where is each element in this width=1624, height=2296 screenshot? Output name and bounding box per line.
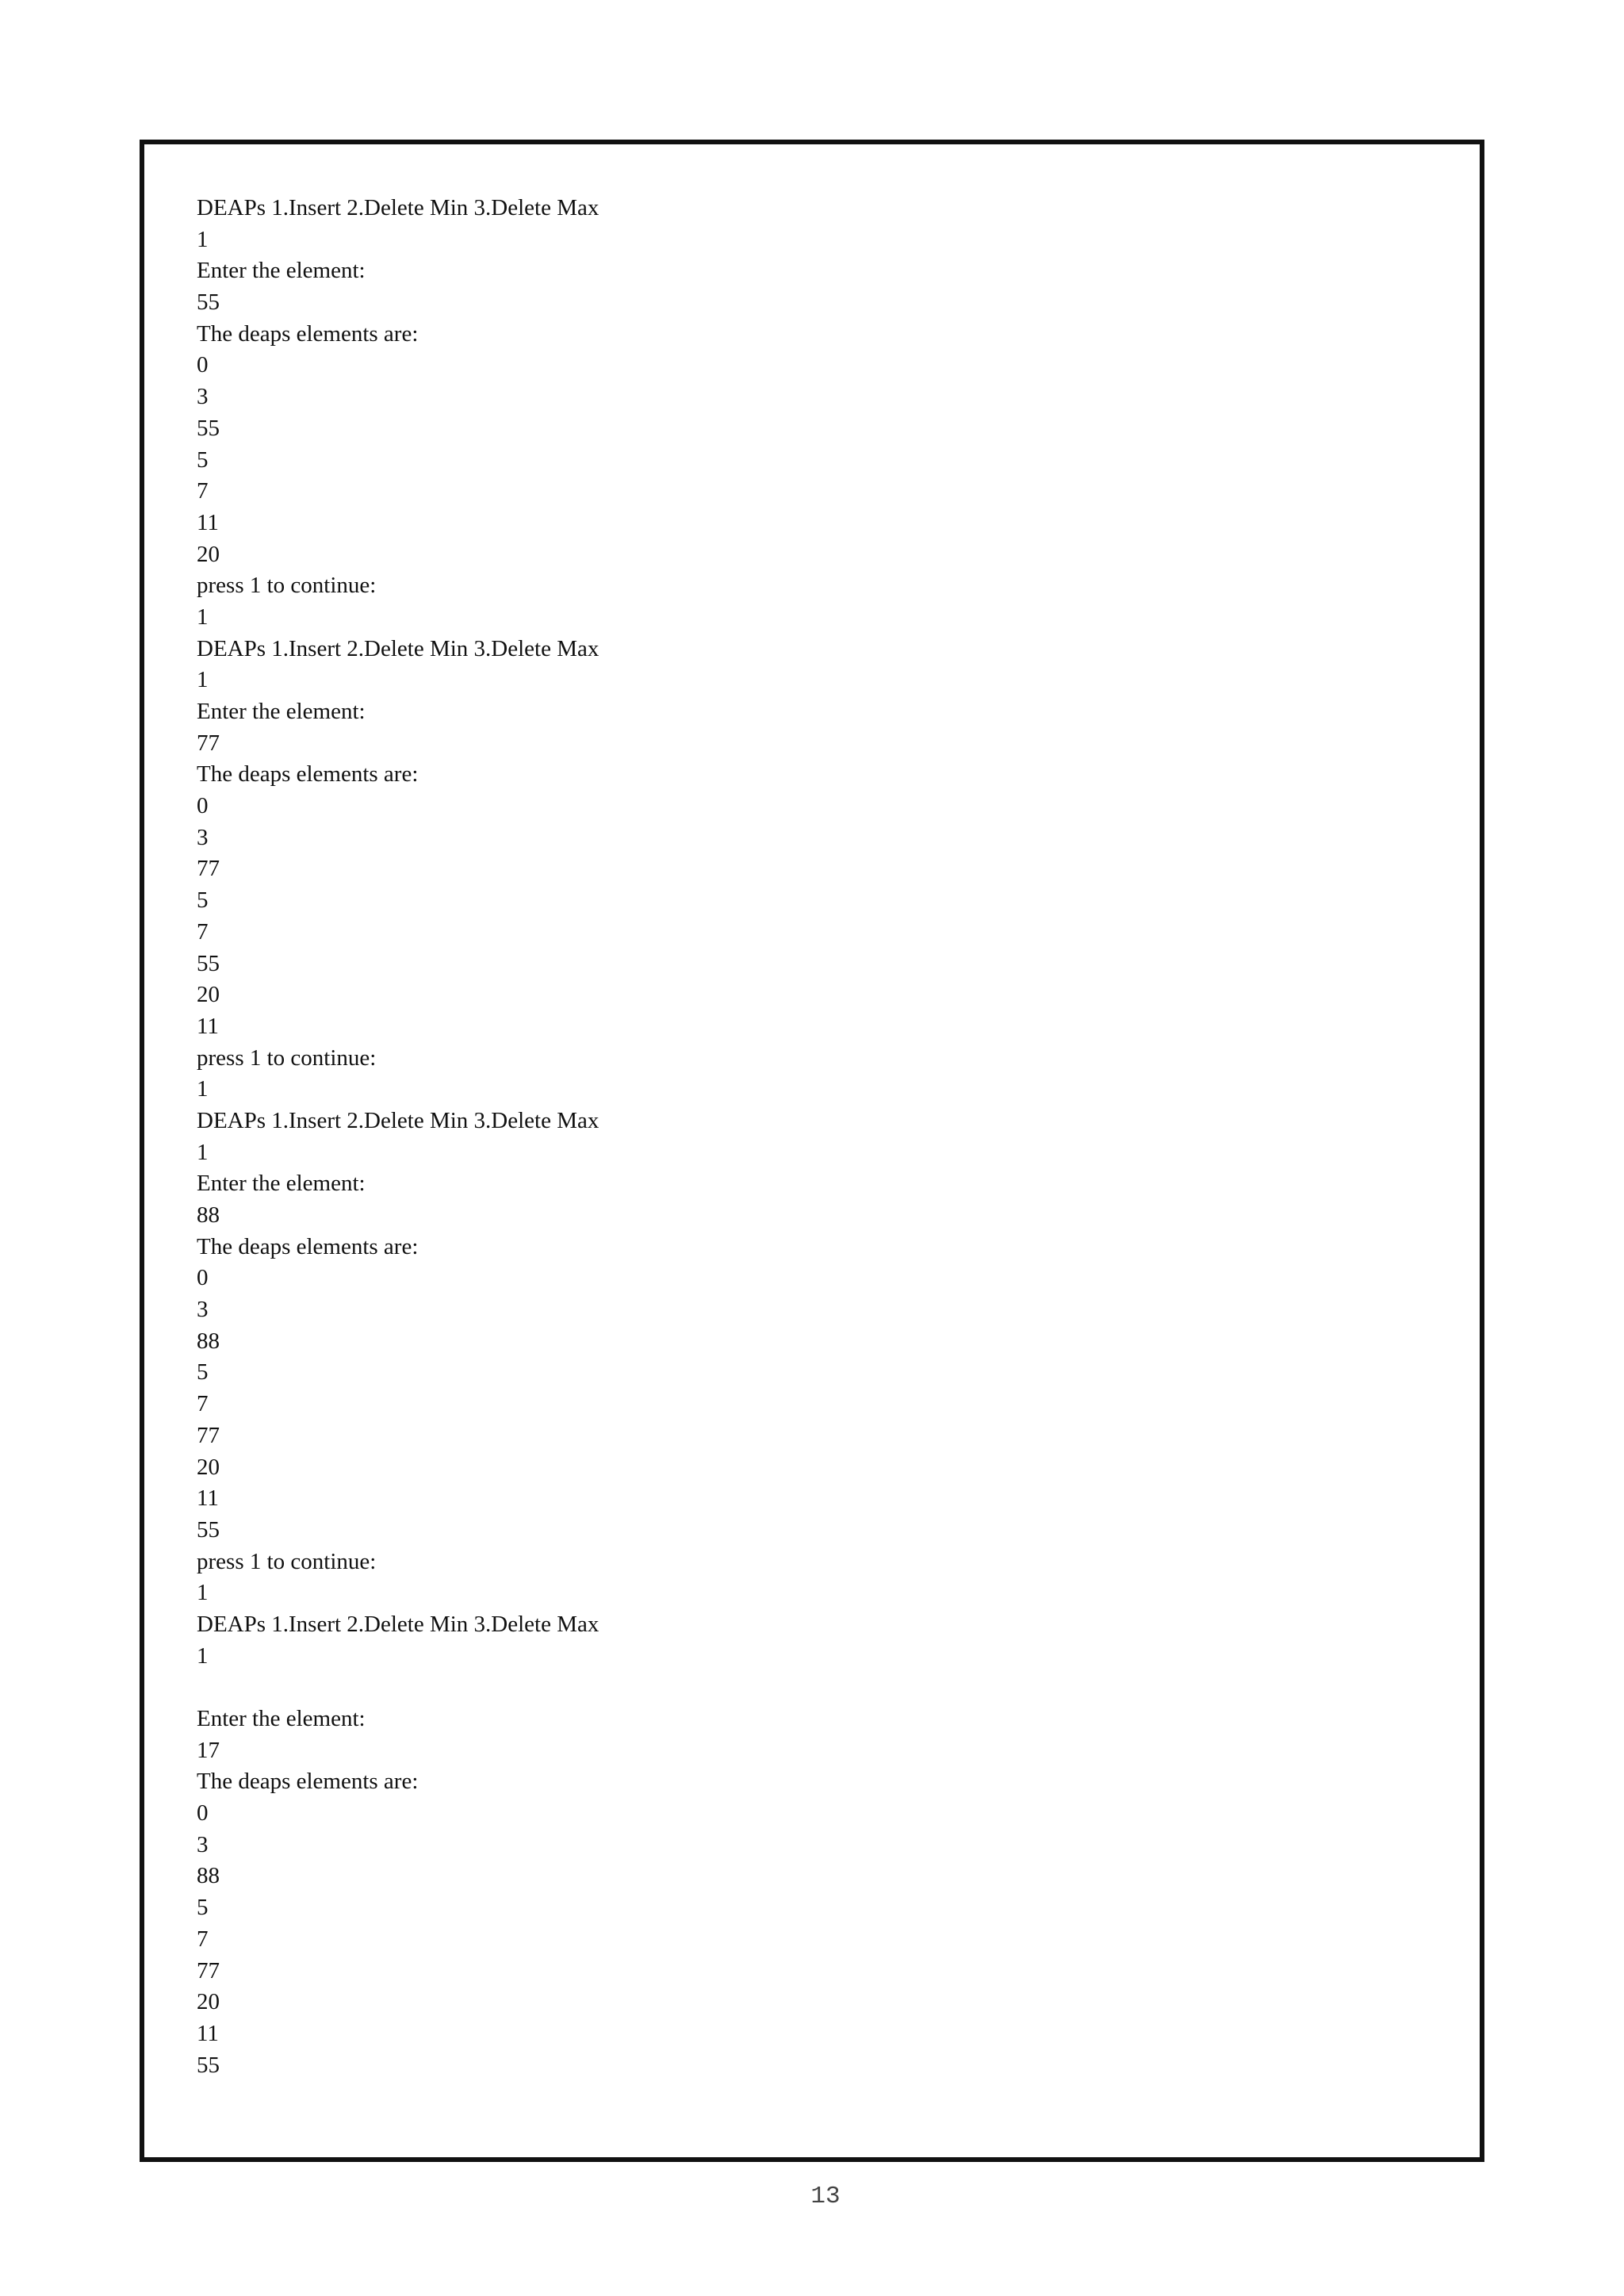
output-line: DEAPs 1.Insert 2.Delete Min 3.Delete Max — [197, 1611, 599, 1637]
output-line: 5 — [197, 1359, 209, 1386]
output-line: Enter the element: — [197, 699, 366, 724]
output-line: The deaps elements are: — [197, 320, 419, 347]
output-line: press 1 to continue: — [197, 1548, 377, 1574]
output-line: 11 — [197, 509, 219, 535]
output-line: press 1 to continue: — [197, 1045, 377, 1071]
output-line: The deaps elements are: — [197, 1233, 419, 1259]
output-line: 0 — [197, 1265, 209, 1291]
output-line: press 1 to continue: — [197, 573, 377, 599]
output-line: DEAPs 1.Insert 2.Delete Min 3.Delete Max — [197, 1107, 599, 1133]
output-line: 55 — [197, 2052, 220, 2078]
output-line: 3 — [197, 1831, 209, 1857]
output-line: 0 — [197, 1800, 209, 1826]
output-line: 7 — [197, 478, 209, 504]
output-line: The deaps elements are: — [197, 761, 419, 788]
output-line: Enter the element: — [197, 1171, 366, 1197]
output-line: DEAPs 1.Insert 2.Delete Min 3.Delete Max — [197, 635, 599, 661]
output-line: 1 — [197, 1642, 209, 1669]
blank-line — [197, 1672, 599, 1704]
program-output — [197, 193, 599, 2081]
output-line: 55 — [197, 1516, 220, 1543]
output-line: 11 — [197, 2020, 219, 2046]
output-line: 20 — [197, 541, 220, 567]
output-line: 88 — [197, 1328, 220, 1354]
output-line: 77 — [197, 1957, 220, 1984]
output-line: 88 — [197, 1863, 220, 1889]
output-line: 1 — [197, 226, 209, 252]
output-line: 3 — [197, 384, 209, 410]
output-line: The deaps elements are: — [197, 1769, 419, 1795]
output-line: 3 — [197, 824, 209, 850]
output-line: 55 — [197, 950, 220, 976]
output-line: 55 — [197, 289, 220, 316]
output-line: 77 — [197, 856, 220, 882]
output-line: 1 — [197, 1580, 209, 1606]
output-line: 11 — [197, 1013, 219, 1039]
output-line: 5 — [197, 1895, 209, 1921]
output-line: 20 — [197, 1454, 220, 1480]
output-line: 55 — [197, 415, 220, 441]
output-line: 1 — [197, 604, 209, 630]
output-line: 1 — [197, 667, 209, 693]
output-line: 77 — [197, 1422, 220, 1448]
output-line: 5 — [197, 887, 209, 914]
output-line: 77 — [197, 730, 220, 756]
output-line: 1 — [197, 1076, 209, 1102]
output-line: DEAPs 1.Insert 2.Delete Min 3.Delete Max — [197, 195, 599, 220]
output-line: 0 — [197, 352, 209, 378]
output-line: 1 — [197, 1139, 209, 1165]
output-line: Enter the element: — [197, 258, 366, 284]
output-line: 5 — [197, 447, 209, 473]
output-line: 3 — [197, 1297, 209, 1323]
output-line: 17 — [197, 1737, 220, 1763]
output-line: 0 — [197, 793, 209, 819]
output-line: 7 — [197, 1391, 209, 1417]
output-line: 11 — [197, 1485, 219, 1512]
output-line: 20 — [197, 1989, 220, 2015]
output-line: Enter the element: — [197, 1706, 366, 1731]
output-line: 20 — [197, 982, 220, 1008]
output-line: 7 — [197, 1926, 209, 1952]
output-line: 7 — [197, 918, 209, 945]
output-line: 88 — [197, 1202, 220, 1228]
page-number: 13 — [810, 2183, 841, 2210]
